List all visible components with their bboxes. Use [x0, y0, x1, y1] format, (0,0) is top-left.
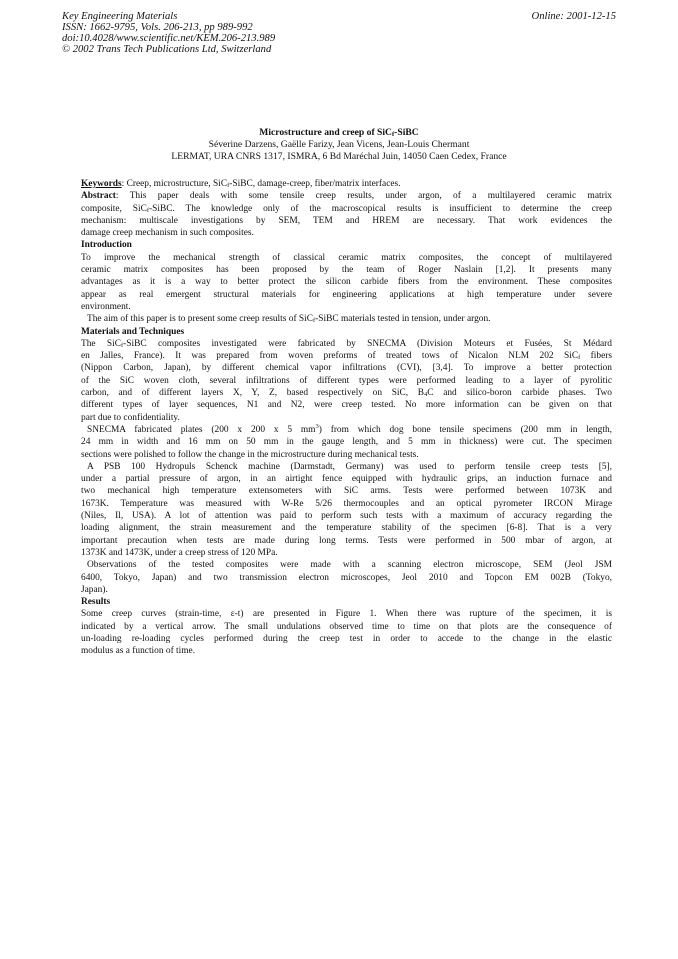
text-line: modulus as a function of time. — [81, 646, 196, 657]
text-line: Observations of the tested composites were made with a scanning electron microscope, SEM (Jeol JSM — [87, 560, 612, 571]
text-line: 1673K. Temperature was measured with W-Re 5/26 thermocouples and an optical pyrometer IRCON Mirage — [81, 498, 612, 509]
paragraph — [81, 424, 612, 461]
paragraph — [81, 608, 612, 657]
text-line: A PSB 100 Hydropuls Schenck machine (Darmstadt, Germany) was used to perform tensile creep tests [5], — [87, 461, 612, 472]
text-line: under a partial pressure of argon, in an airtight fence equipped with hydraulic grips, an induction furnace and — [81, 474, 612, 485]
paper-body — [81, 178, 612, 658]
text-line: indicated by a vertical arrow. The small undulations observed time to time on that plots are the consequence of — [81, 621, 612, 632]
keywords-text: : Creep, microstructure, SiC$_f$-SiBC, damage-creep, fiber/matrix interfaces. — [121, 179, 401, 189]
text-line: loading alignment, the strain measurement and the temperature stability of the specimen [6-8]. That is a very — [81, 523, 612, 534]
text-line: different types of layer sequences, N1 and N2, were creep tested. No more information can be given on that — [81, 400, 612, 411]
text-line: (Niles, Il, USA). A lot of attention was paid to perform such tests with a maximum of accuracy regarding the — [81, 511, 612, 522]
text-line: appear as real emergent structural materials for engineering applications at high temperature under severe — [81, 289, 612, 300]
text-line: 1373K and 1473K, under a creep stress of 120 MPa. — [81, 547, 278, 558]
text-line: advantages as it is a way to better protect the silicon carbide fibers from the environment. These composites — [81, 277, 612, 288]
paragraph — [81, 461, 612, 559]
paper-title: Microstructure and creep of SiC$_f$-SiBC — [259, 127, 419, 138]
journal-name: Key Engineering Materials — [62, 11, 178, 22]
text-line: Some creep curves (strain-time, ε-t) are presented in Figure 1. When there was rupture of the specimen, it is — [81, 609, 612, 620]
paragraph — [81, 313, 612, 325]
authors: Séverine Darzens, Gaëlle Farizy, Jean Vicens, Jean-Louis Chermant — [208, 139, 470, 150]
text-line: The SiC$_f$-SiBC composites investigated were fabricated by SNECMA (Division Moteurs et Fusées, St Médard — [81, 338, 612, 349]
section-heading: Results — [81, 597, 111, 608]
text-line: (Nippon Carbon, Japan), by different chemical vapor infiltrations (CVI), [3,4]. To improve a better protection — [81, 363, 612, 374]
paragraph — [81, 559, 612, 596]
keywords-label: Keywords — [81, 179, 122, 189]
text-line: Japan). — [81, 584, 108, 595]
abstract-label: Abstract — [81, 191, 116, 202]
text-line: ceramic matrix composites has been proposed by the team of Roger Naslain [1,2]. It presents many — [81, 265, 612, 276]
paragraph — [81, 252, 612, 313]
copyright-line: © 2002 Trans Tech Publications Ltd, Switzerland — [62, 44, 272, 55]
text-line: SNECMA fabricated plates (200 x 200 x 5 $mm^3$) from which dog bone tensile specimens (200 mm in length, — [87, 422, 612, 435]
online-date: Online: 2001-12-15 — [531, 11, 616, 22]
paragraph — [81, 190, 612, 239]
text-line: 24 mm in width and 16 mm on 50 mm in the gauge length, and 5 mm in thickness) were cut. The specimen — [81, 437, 612, 448]
text-line: carbon, and of different layers X, Y, Z, based respectively on SiC, $B_4C$ and silico-boron carbide phases. Two — [81, 388, 612, 399]
paragraph — [81, 338, 612, 424]
text-line: The aim of this paper is to present some creep results of SiC$_f$-SiBC materials tested in tension, under argon. — [87, 314, 491, 325]
text-line: en Jalles, France). It was prepared from woven preforms of treated tows of Nicalon NLM 202 SiC$_f$ fibers — [81, 351, 612, 362]
text-line: Abstract: This paper deals with some tensile creep results, under argon, of a multilayered ceramic matrix — [81, 191, 612, 202]
text-line: composite, SiC$_f$-SiBC. The knowledge only of the macroscopical results is insufficient to determine the creep — [81, 203, 612, 214]
text-line: un-loading re-loading cycles performed during the creep test in order to accede to the change in the elastic — [81, 633, 612, 644]
issn-line: ISSN: 1662-9795, Vols. 206-213, pp 989-992 — [62, 22, 253, 33]
section-heading: Materials and Techniques — [81, 326, 185, 337]
text-line: part due to confidentiality. — [81, 412, 180, 423]
text-line: sections were polished to follow the change in the microstructure during mechanical tests. — [81, 449, 419, 460]
title-block — [0, 127, 678, 163]
text-line: mechanism: multiscale investigations by SEM, TEM and HREM are necessary. That work evidences the — [81, 215, 612, 226]
section-heading: Introduction — [81, 240, 132, 251]
text-line: environment. — [81, 301, 131, 312]
keywords-line — [81, 178, 612, 190]
text-line: important precaution when tests are made during long terms. Tests were performed in 500 mbar of argon, at — [81, 535, 612, 546]
doi-line: doi:10.4028/www.scientific.net/KEM.206-213.989 — [62, 33, 276, 44]
text-line: To improve the mechanical strength of classical ceramic matrix composites, the concept of multilayered — [81, 252, 612, 263]
text-line: 6400, Tokyo, Japan) and two transmission electron microscopes, Jeol 2010 and Topcon EM 002B (Tokyo, — [81, 572, 612, 583]
text-line: two mechanical high temperature extensometers with SiC arms. Tests were performed between 1073K and — [81, 486, 612, 497]
affiliation: LERMAT, URA CNRS 1317, ISMRA, 6 Bd Maréchal Juin, 14050 Caen Cedex, France — [171, 151, 507, 162]
journal-header — [62, 11, 275, 55]
text-line: of the SiC woven cloth, several infiltrations of different types were performed leading to a layer of pyrolitic — [81, 375, 612, 386]
text-line: damage creep mechanism in such composites. — [81, 228, 254, 239]
